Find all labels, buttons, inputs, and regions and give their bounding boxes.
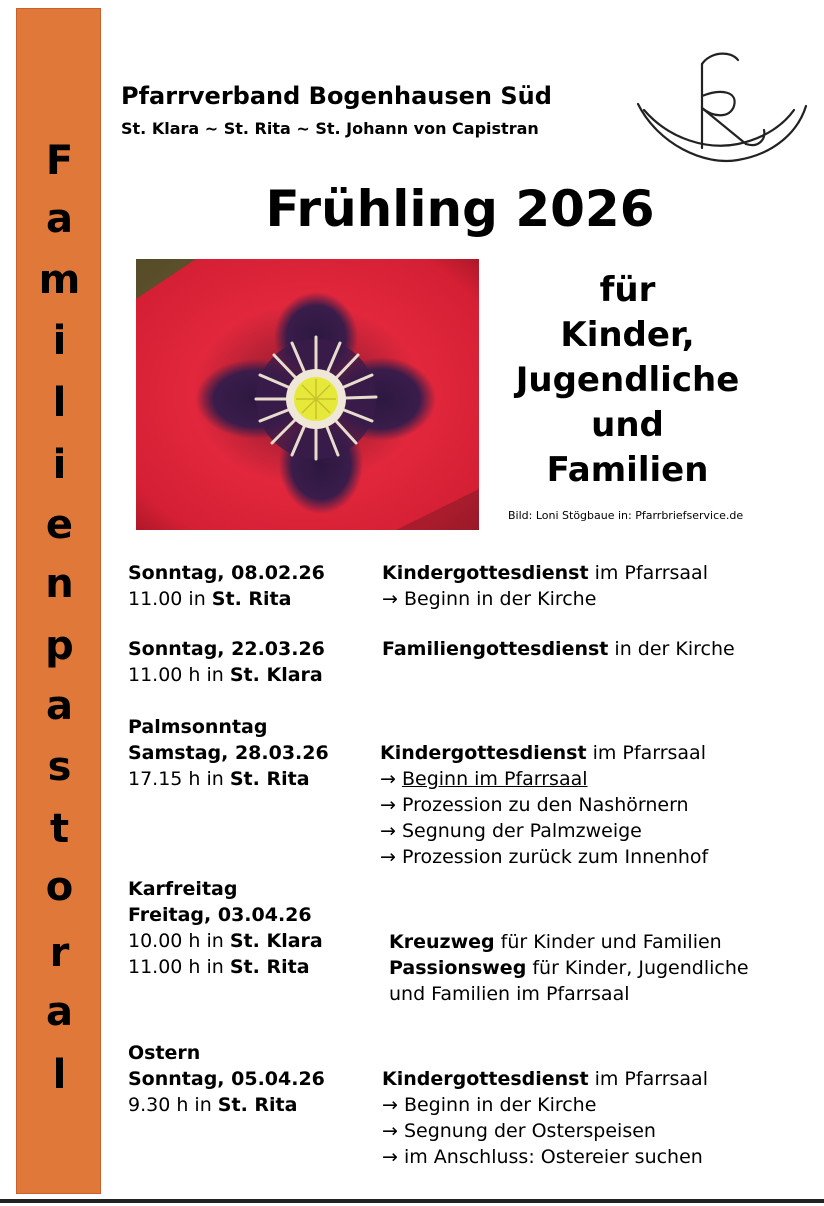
event-date: Freitag, 03.04.26 (128, 904, 312, 926)
banner-letter: n (45, 561, 74, 607)
audience-line: Familien (546, 450, 709, 490)
event-date: Samstag, 28.03.26 (128, 742, 329, 764)
photo-credit: Bild: Loni Stögbaue in: Pfarrbriefservice.de (508, 509, 744, 522)
event-step: → Prozession zurück zum Innenhof (380, 846, 709, 868)
event-details (389, 929, 749, 1007)
event-date: Sonntag, 08.02.26 (128, 562, 325, 584)
event-time: 11.00 h in (128, 664, 230, 686)
event-step: → Segnung der Palmzweige (380, 820, 642, 842)
service-name: Kindergottesdienst (380, 742, 587, 764)
banner-letter: a (46, 196, 73, 242)
target-audience (485, 268, 770, 493)
banner-letter: o (45, 864, 74, 910)
banner-letter: l (52, 380, 67, 426)
parish-logo-icon (634, 44, 810, 172)
event-step: → Segnung der Osterspeisen (382, 1120, 656, 1142)
banner-letter: a (46, 989, 73, 1035)
event-place: St. Klara (229, 930, 323, 952)
event-time: 11.00 in (128, 588, 212, 610)
service-location: im Pfarrsaal (588, 1068, 708, 1090)
event-details (382, 636, 735, 662)
service-location: in der Kirche (608, 638, 735, 660)
service-location: im Pfarrsaal (586, 742, 706, 764)
event-date-block (128, 714, 329, 792)
service-name: Passionsweg (389, 957, 527, 979)
event-day-label: Ostern (128, 1042, 201, 1064)
event-date: Sonntag, 22.03.26 (128, 638, 325, 660)
event-place: St. Rita (229, 956, 310, 978)
banner-letter: p (45, 623, 74, 669)
event-step: → Beginn in der Kirche (382, 588, 597, 610)
event-day-label: Karfreitag (128, 878, 238, 900)
event-day-label: Palmsonntag (128, 716, 268, 738)
event-details (382, 1066, 708, 1170)
event-place: St. Rita (211, 588, 292, 610)
event-step: → Beginn in der Kirche (382, 1094, 597, 1116)
banner-letter: m (38, 257, 81, 303)
audience-line: für (599, 270, 656, 310)
audience-line: Jugendliche (515, 360, 740, 400)
banner-letter: r (49, 930, 70, 976)
event-time: 10.00 h in (128, 930, 230, 952)
event-step: → Prozession zu den Nashörnern (380, 794, 689, 816)
service-name: Kindergottesdienst (382, 1068, 589, 1090)
page-title: Frühling 2026 (265, 180, 655, 238)
service-name: Kindergottesdienst (382, 562, 589, 584)
banner-letter: F (45, 138, 74, 184)
service-location: im Pfarrsaal (588, 562, 708, 584)
service-location: für Kinder und Familien (494, 931, 722, 953)
event-date-block (128, 876, 323, 980)
audience-line: und (591, 405, 664, 445)
banner-letter: i (52, 318, 67, 364)
event-step: → im Anschluss: Ostereier suchen (382, 1146, 703, 1168)
service-location: und Familien im Pfarrsaal (389, 983, 630, 1005)
event-place: St. Rita (229, 768, 310, 790)
bottom-divider (0, 1199, 824, 1203)
banner-letter: s (47, 744, 72, 790)
banner-letter: a (46, 683, 73, 729)
service-location: für Kinder, Jugendliche (526, 957, 749, 979)
poppy-photo (136, 259, 479, 530)
event-time: 11.00 h in (128, 956, 230, 978)
event-step-arrow: → (380, 768, 402, 790)
event-details (382, 560, 708, 612)
event-date-block (128, 636, 325, 688)
org-title: Pfarrverband Bogenhausen Süd (121, 82, 552, 110)
event-date-block (128, 1040, 325, 1118)
event-date-block (128, 560, 325, 612)
banner-letter: t (49, 806, 70, 852)
event-place: St. Rita (217, 1094, 298, 1116)
event-time: 17.15 h in (128, 768, 230, 790)
vertical-banner (16, 8, 101, 1194)
event-date: Sonntag, 05.04.26 (128, 1068, 325, 1090)
audience-line: Kinder, (560, 315, 695, 355)
event-details (380, 740, 708, 870)
service-name: Kreuzweg (389, 931, 495, 953)
banner-letter: i (52, 442, 67, 488)
parish-list: St. Klara ~ St. Rita ~ St. Johann von Capistran (121, 119, 539, 138)
banner-letter: e (45, 502, 74, 548)
event-step: Beginn im Pfarrsaal (401, 768, 588, 790)
event-time: 9.30 h in (128, 1094, 218, 1116)
service-name: Familiengottesdienst (382, 638, 609, 660)
banner-letter: l (52, 1052, 67, 1098)
event-place: St. Klara (229, 664, 323, 686)
